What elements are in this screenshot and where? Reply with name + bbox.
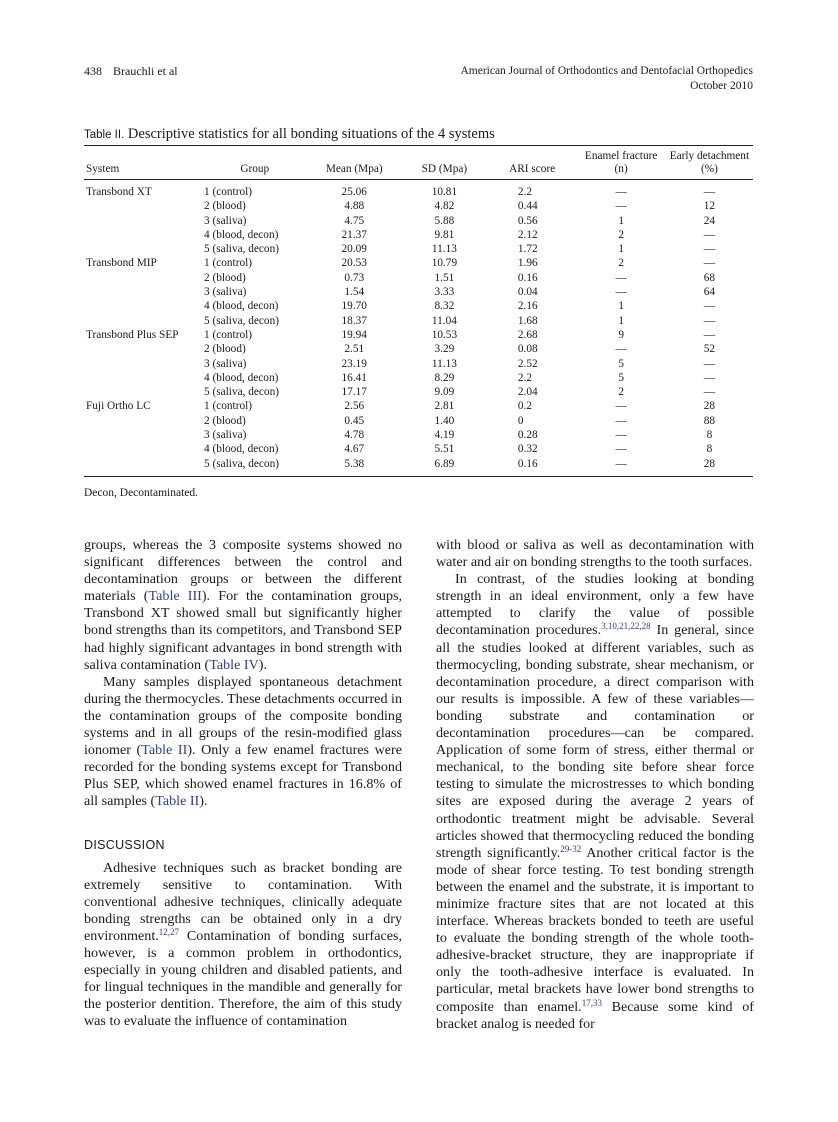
citation-superscript[interactable]: 3,10,21,22,28: [601, 621, 651, 632]
table-row: [84, 228, 753, 242]
table-row: [84, 371, 753, 385]
table-row: [84, 357, 753, 371]
table-row: [84, 256, 753, 270]
text-run: In contrast, of the studies looking at bonding strength in an ideal environment, only a few have attempted to clarify the value of possible decontamination procedures.: [436, 571, 754, 639]
early-detachment-cell: 88: [703, 414, 716, 427]
mean-cell: 5.38: [344, 457, 365, 470]
table-row: [84, 399, 753, 413]
citation-superscript[interactable]: 29-32: [560, 843, 582, 854]
enamel-fracture-cell: 1: [618, 314, 624, 327]
group-cell: 5 (saliva, decon): [204, 314, 279, 327]
early-detachment-cell: —: [703, 228, 716, 241]
ari-cell: 0.16: [517, 457, 538, 470]
mean-cell: 4.88: [344, 200, 365, 213]
sd-cell: 4.19: [434, 429, 455, 442]
table-title: Descriptive statistics for all bonding situations of the 4 systems: [127, 126, 495, 142]
running-authors: Brauchli et al: [113, 64, 178, 78]
paragraph: [84, 537, 402, 674]
early-detachment-cell: —: [703, 328, 716, 341]
system-cell: [84, 342, 202, 356]
group-cell: 2 (blood): [204, 200, 246, 213]
sd-cell: 10.53: [431, 328, 458, 341]
table-row: [84, 328, 753, 342]
enamel-fracture-cell: 1: [618, 214, 624, 227]
sd-cell: 8.32: [434, 300, 455, 313]
group-cell: 1 (control): [204, 257, 253, 270]
ari-cell: 0: [517, 414, 524, 427]
table-footnote: Decon, Decontaminated.: [84, 487, 198, 499]
column-header: SD (Mpa): [421, 163, 468, 175]
group-cell: 1 (control): [204, 328, 253, 341]
ari-cell: 0.32: [517, 443, 538, 456]
section-heading: DISCUSSION: [84, 837, 165, 852]
group-cell: 4 (blood, decon): [204, 228, 279, 241]
text-run: Contamination of bonding surfaces, however, is a common problem in orthodontics, especially in young children and disabled patients, and for lingual techniques in the mandible and generally for the posterior dentition. Therefore, the aim of this study was to evaluate the influence of contamination: [84, 927, 402, 1030]
group-cell: 2 (blood): [204, 343, 246, 356]
running-header-left: [84, 64, 178, 79]
system-cell: [84, 428, 202, 442]
table-row: [84, 457, 753, 477]
ari-cell: 2.04: [517, 386, 538, 399]
table-reference-link[interactable]: Table II: [155, 793, 200, 810]
sd-cell: 2.81: [434, 400, 455, 413]
mean-cell: 23.19: [341, 357, 367, 370]
ari-cell: 2.52: [517, 357, 538, 370]
ari-cell: 1.96: [517, 257, 538, 270]
column-header: Early detachment (%): [669, 150, 750, 175]
right-column: [436, 537, 754, 1033]
ari-cell: 2.12: [517, 228, 538, 241]
table-row: [84, 442, 753, 456]
enamel-fracture-cell: —: [615, 443, 627, 456]
early-detachment-cell: —: [703, 314, 716, 327]
early-detachment-cell: 8: [706, 429, 713, 442]
enamel-fracture-cell: —: [615, 429, 627, 442]
mean-cell: 16.41: [341, 371, 367, 384]
text-run: Many samples displayed spontaneous detachment during the thermocycles. These detachments occurred in the contamination groups of the composite bonding systems and in all groups of the resin-modified glass ionomer (: [84, 673, 402, 759]
system-cell: Transbond MIP: [86, 257, 157, 270]
enamel-fracture-cell: 1: [618, 300, 624, 313]
system-cell: [84, 414, 202, 428]
journal-name: American Journal of Orthodontics and Dentofacial Orthopedics: [460, 65, 753, 77]
table-row: [84, 242, 753, 256]
mean-cell: 1.54: [344, 286, 365, 299]
early-detachment-cell: —: [703, 300, 716, 313]
sd-cell: 9.81: [434, 228, 455, 241]
sd-cell: 3.33: [434, 286, 455, 299]
column-header: Enamel fracture (n): [584, 150, 658, 175]
table-row: [84, 299, 753, 313]
paragraph: [84, 860, 402, 1031]
group-cell: 1 (control): [204, 400, 253, 413]
mean-cell: 19.70: [341, 300, 367, 313]
enamel-fracture-cell: 2: [618, 386, 624, 399]
sd-cell: 5.88: [434, 214, 455, 227]
system-cell: [84, 299, 202, 313]
mean-cell: 0.45: [344, 414, 365, 427]
mean-cell: 2.51: [344, 343, 365, 356]
sd-cell: 11.13: [431, 357, 457, 370]
group-cell: 3 (saliva): [204, 286, 247, 299]
early-detachment-cell: —: [703, 186, 716, 198]
sd-cell: 8.29: [434, 371, 455, 384]
early-detachment-cell: —: [703, 386, 716, 399]
column-header: Mean (Mpa): [325, 163, 383, 175]
sd-cell: 9.09: [434, 386, 455, 399]
sd-cell: 3.29: [434, 343, 455, 356]
text-run: In general, since all the studies looked at different variables, such as thermocycling, bonding substrate, shear mechanism, or decontamination procedure, a direct comparison with our results is impossible. A few of these variables—bonding substrate and contamination or decontamination procedures—can be compared. Application of some form of stress, either thermal or mechanical, to the bonding site before shear force testing to simulate the microstresses to which bonding sites are exposed during the average 2 years of orthodontic treatment might be advisable. Several articles showed that thermocycling reduced the bonding strength significantly.: [436, 622, 754, 861]
system-cell: Fuji Ortho LC: [86, 400, 151, 413]
mean-cell: 4.78: [344, 429, 365, 442]
text-run: ).: [258, 656, 267, 673]
mean-cell: 17.17: [341, 386, 367, 399]
ari-cell: 0.28: [517, 429, 538, 442]
mean-cell: 20.09: [341, 243, 367, 256]
column-header: Group: [240, 163, 270, 175]
sd-cell: 10.81: [431, 186, 458, 198]
ari-cell: 0.56: [517, 214, 538, 227]
system-cell: [84, 271, 202, 285]
sd-cell: 6.89: [434, 457, 455, 470]
journal-issue: October 2010: [690, 80, 753, 92]
enamel-fracture-cell: —: [615, 343, 627, 356]
enamel-fracture-cell: —: [615, 186, 627, 198]
system-cell: [84, 385, 202, 399]
running-header-right: [460, 64, 753, 94]
sd-cell: 5.51: [434, 443, 455, 456]
system-cell: [84, 228, 202, 242]
early-detachment-cell: 28: [703, 400, 716, 413]
ari-cell: 2.16: [517, 300, 538, 313]
ari-cell: 1.72: [517, 243, 538, 256]
group-cell: 4 (blood, decon): [204, 371, 279, 384]
enamel-fracture-cell: 2: [618, 228, 624, 241]
table-row: [84, 180, 753, 200]
table-row: [84, 385, 753, 399]
table-row: [84, 199, 753, 213]
table-row: [84, 314, 753, 328]
system-cell: [84, 457, 202, 477]
system-cell: [84, 357, 202, 371]
group-cell: 4 (blood, decon): [204, 300, 279, 313]
system-cell: [84, 371, 202, 385]
statistics-table: [84, 145, 753, 477]
enamel-fracture-cell: 2: [618, 257, 624, 270]
system-cell: [84, 214, 202, 228]
early-detachment-cell: 52: [703, 343, 716, 356]
group-cell: 2 (blood): [204, 271, 246, 284]
early-detachment-cell: —: [703, 371, 716, 384]
text-run: ). Only a few enamel fractures were recorded for the bonding systems except for Transbond Plus SEP, which showed enamel fractures in 16.8% of all samples (: [84, 742, 402, 810]
table-row: [84, 428, 753, 442]
ari-cell: 1.68: [517, 314, 538, 327]
system-cell: Transbond XT: [86, 186, 152, 198]
early-detachment-cell: 8: [706, 443, 713, 456]
group-cell: 3 (saliva): [204, 357, 247, 370]
early-detachment-cell: 12: [703, 200, 716, 213]
group-cell: 5 (saliva, decon): [204, 457, 279, 470]
sd-cell: 1.51: [434, 271, 455, 284]
early-detachment-cell: —: [703, 243, 716, 256]
mean-cell: 2.56: [344, 400, 365, 413]
mean-cell: 20.53: [341, 257, 367, 270]
enamel-fracture-cell: —: [615, 457, 627, 470]
ari-cell: 0.16: [517, 271, 538, 284]
ari-cell: 2.2: [517, 186, 532, 198]
text-run: ). For the contamination groups, Transbond XT showed small but significantly higher bond strengths than its competitors, and Transbond SEP had highly significant advantages in bond strength with saliva contamination (: [84, 588, 403, 673]
ari-cell: 2.68: [517, 328, 538, 341]
early-detachment-cell: 68: [703, 271, 716, 284]
paragraph: [436, 537, 754, 571]
paragraph: [436, 571, 754, 1033]
enamel-fracture-cell: —: [615, 400, 627, 413]
early-detachment-cell: 28: [703, 457, 716, 470]
table-label: Table II.: [84, 129, 125, 141]
table-row: [84, 342, 753, 356]
mean-cell: 0.73: [344, 271, 365, 284]
system-cell: Transbond Plus SEP: [86, 328, 179, 341]
system-cell: [84, 442, 202, 456]
left-column: [84, 537, 402, 1031]
ari-cell: 0.04: [517, 286, 538, 299]
early-detachment-cell: —: [703, 257, 716, 270]
group-cell: 4 (blood, decon): [204, 443, 279, 456]
mean-cell: 4.75: [344, 214, 365, 227]
sd-cell: 11.04: [431, 314, 457, 327]
table-header-row: [84, 146, 753, 180]
early-detachment-cell: 24: [703, 214, 716, 227]
group-cell: 3 (saliva): [204, 214, 247, 227]
enamel-fracture-cell: —: [615, 286, 627, 299]
enamel-fracture-cell: 9: [618, 328, 624, 341]
table-row: [84, 285, 753, 299]
group-cell: 3 (saliva): [204, 429, 247, 442]
ari-cell: 0.08: [517, 343, 538, 356]
mean-cell: 4.67: [344, 443, 365, 456]
group-cell: 1 (control): [204, 186, 253, 198]
early-detachment-cell: —: [703, 357, 716, 370]
text-run: Because some kind of bracket analog is needed for: [436, 998, 754, 1032]
system-cell: [84, 285, 202, 299]
ari-cell: 2.2: [517, 371, 532, 384]
text-run: Another critical factor is the mode of shear force testing. To test bonding strength between the enamel and the substrate, it is important to minimize fracture sites that are not located at this interface. Whereas brackets bonded to teeth are useful to evaluate the bonding strength of the whole tooth-adhesive-bracket structure, they are inappropriate if only the tooth-adhesive interface is evaluated. In particular, metal brackets have lower bond strengths to composite than enamel.: [436, 844, 755, 1015]
sd-cell: 4.82: [434, 200, 455, 213]
table-reference-link[interactable]: Table III: [148, 588, 202, 605]
table-row: [84, 271, 753, 285]
text-run: groups, whereas the 3 composite systems showed no significant differences between the control and decontamination groups or between the different materials (: [84, 537, 402, 605]
enamel-fracture-cell: —: [615, 200, 627, 213]
paragraph: [84, 674, 402, 811]
table-reference-link[interactable]: Table II: [141, 742, 188, 759]
mean-cell: 19.94: [341, 328, 367, 341]
sd-cell: 1.40: [434, 414, 455, 427]
system-cell: [84, 242, 202, 256]
column-header: ARI score: [509, 163, 556, 175]
mean-cell: 18.37: [341, 314, 367, 327]
table-reference-link[interactable]: Table IV: [209, 656, 259, 673]
enamel-fracture-cell: —: [615, 414, 627, 427]
citation-superscript[interactable]: 12,27: [158, 926, 180, 937]
enamel-fracture-cell: 5: [618, 371, 624, 384]
sd-cell: 10.79: [431, 257, 458, 270]
ari-cell: 0.2: [517, 400, 532, 413]
group-cell: 2 (blood): [204, 414, 246, 427]
system-cell: [84, 199, 202, 213]
mean-cell: 25.06: [341, 186, 367, 198]
page-number: 438: [84, 64, 102, 78]
enamel-fracture-cell: 5: [618, 357, 624, 370]
enamel-fracture-cell: —: [615, 271, 627, 284]
group-cell: 5 (saliva, decon): [204, 386, 279, 399]
system-cell: [84, 314, 202, 328]
sd-cell: 11.13: [431, 243, 457, 256]
text-run: Adhesive techniques such as bracket bonding are extremely sensitive to contamination. With conventional adhesive techniques, clinically adequate bonding strengths can be obtained only in a dry environment.: [84, 859, 402, 944]
text-run: ).: [199, 793, 208, 810]
citation-superscript[interactable]: 17,33: [581, 997, 602, 1008]
table-caption: [84, 126, 495, 143]
ari-cell: 0.44: [517, 200, 538, 213]
text-run: with blood or saliva as well as decontamination with water and air on bonding strengths to the tooth surfaces.: [436, 537, 754, 571]
group-cell: 5 (saliva, decon): [204, 243, 279, 256]
mean-cell: 21.37: [341, 228, 367, 241]
column-header: System: [86, 163, 120, 175]
table-row: [84, 214, 753, 228]
early-detachment-cell: 64: [703, 286, 716, 299]
enamel-fracture-cell: 1: [618, 243, 624, 256]
table-row: [84, 414, 753, 428]
